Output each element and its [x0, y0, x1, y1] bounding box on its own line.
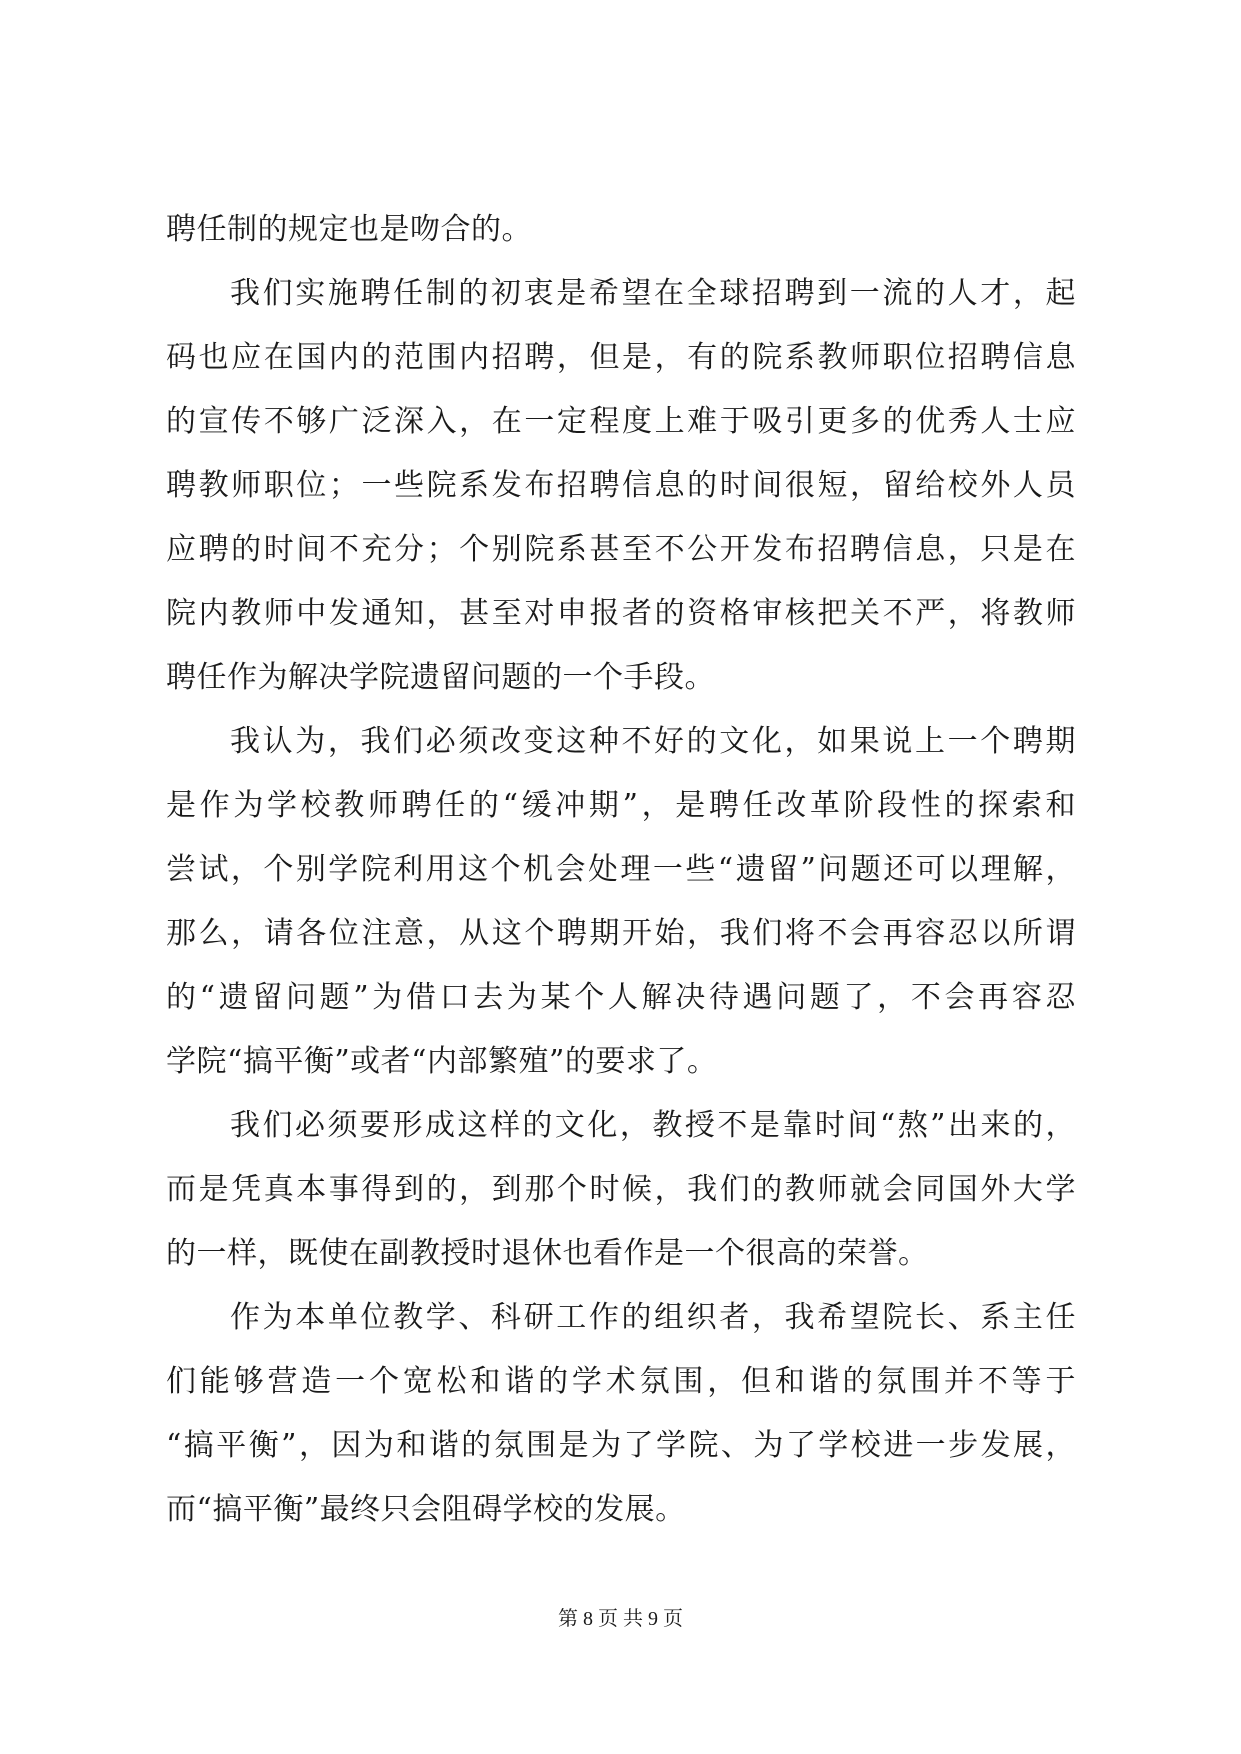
text-line: 的一样，既使在副教授时退休也看作是一个很高的荣誉。	[166, 1236, 929, 1271]
text-line: 的“遗留问题”为借口去为某个人解决待遇问题了，不会再容忍	[166, 980, 1076, 1015]
text-line: 而“搞平衡”最终只会阻碍学校的发展。	[166, 1492, 686, 1527]
text-line: 尝试，个别学院利用这个机会处理一些“遗留”问题还可以理解，	[166, 852, 1076, 887]
text-line: 我们实施聘任制的初衷是希望在全球招聘到一流的人才，起	[230, 276, 1076, 311]
text-line: 聘教师职位；一些院系发布招聘信息的时间很短，留给校外人员	[166, 468, 1076, 503]
document-body	[166, 198, 1076, 1542]
text-line: 而是凭真本事得到的，到那个时候，我们的教师就会同国外大学	[166, 1172, 1076, 1207]
text-line: 是作为学校教师聘任的“缓冲期”，是聘任改革阶段性的探索和	[166, 788, 1076, 823]
text-line: 聘任作为解决学院遗留问题的一个手段。	[166, 660, 715, 695]
page-footer: 第 8 页 共 9 页	[558, 1608, 683, 1630]
text-line: 的宣传不够广泛深入，在一定程度上难于吸引更多的优秀人士应	[166, 404, 1076, 439]
text-line: “搞平衡”，因为和谐的氛围是为了学院、为了学校进一步发展，	[166, 1428, 1076, 1463]
text-line: 学院“搞平衡”或者“内部繁殖”的要求了。	[166, 1044, 718, 1079]
text-line: 那么，请各位注意，从这个聘期开始，我们将不会再容忍以所谓	[166, 916, 1076, 951]
text-line: 作为本单位教学、科研工作的组织者，我希望院长、系主任	[230, 1300, 1076, 1335]
text-line: 我认为，我们必须改变这种不好的文化，如果说上一个聘期	[230, 724, 1076, 759]
text-line: 院内教师中发通知，甚至对申报者的资格审核把关不严，将教师	[166, 596, 1076, 631]
text-line: 我们必须要形成这样的文化，教授不是靠时间“熬”出来的，	[230, 1108, 1076, 1143]
text-line: 应聘的时间不充分；个别院系甚至不公开发布招聘信息，只是在	[166, 532, 1076, 567]
text-line: 聘任制的规定也是吻合的。	[166, 212, 532, 247]
text-line: 码也应在国内的范围内招聘，但是，有的院系教师职位招聘信息	[166, 340, 1076, 375]
text-line: 们能够营造一个宽松和谐的学术氛围，但和谐的氛围并不等于	[166, 1364, 1076, 1399]
